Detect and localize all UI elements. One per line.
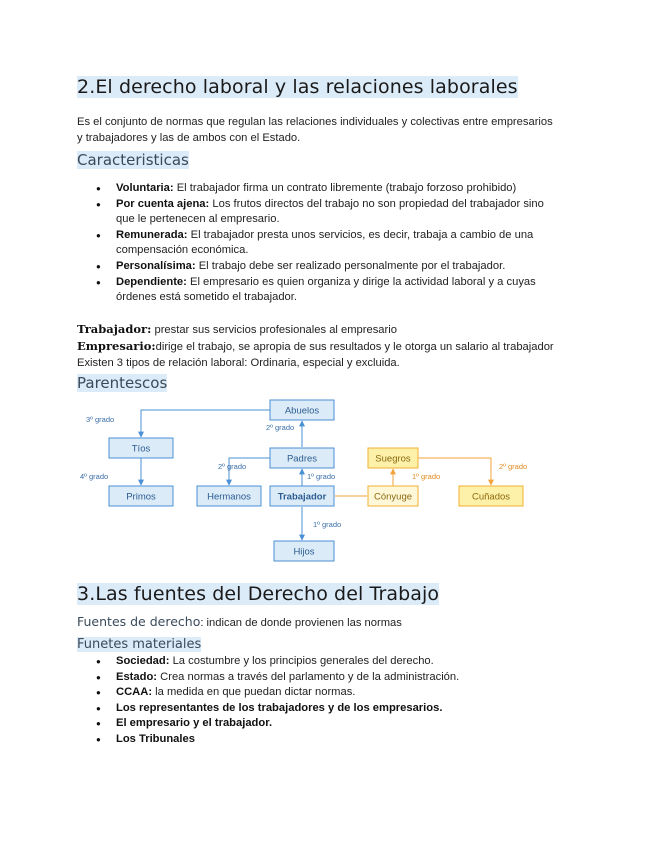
connector-abuelos-tios (141, 410, 270, 437)
node-hijos (274, 541, 334, 561)
node-padres (270, 448, 334, 468)
list-item-personalisima: ● Personalísima: El trabajo debe ser realizado personalmente por el trabajador. (96, 259, 566, 275)
list-item-remunerada: ● Remunerada: El trabajador presta unos servicios, es decir, trabaja a cambio de una compensación económica. (96, 228, 566, 259)
label-tios-grado: 3º grado (86, 415, 115, 424)
section-title-fuentes: 3.Las fuentes del Derecho del Trabajo (77, 583, 440, 605)
definition-trabajador: Trabajador: prestar sus servicios profesionales al empresario (77, 322, 397, 336)
svg-text:Cónyuge: Cónyuge (373, 491, 413, 503)
tipos-relacion-laboral: Existen 3 tipos de relación laboral: Ordinaria, especial y excluida. (77, 357, 400, 369)
node-conyuge (368, 486, 418, 506)
list-item-voluntaria: ● Voluntaria: El trabajador firma un contrato libremente (trabajo forzoso prohibido) (96, 181, 566, 197)
intro-line-1: Es el conjunto de normas que regulan las relaciones individuales y colectivas entre empresarios (77, 116, 553, 128)
label-hijos-grado: 1º grado (313, 520, 342, 529)
list-item-representantes: ● Los representantes de los trabajadores y de los empresarios. (96, 701, 566, 717)
label-cunados-grado: 2º grado (499, 462, 528, 471)
label-abuelos-grado: 2º grado (266, 423, 295, 432)
list-item-estado: ● Estado: Crea normas a través del parlamento y de la administración. (96, 670, 566, 686)
svg-text:Suegros: Suegros (375, 453, 411, 465)
node-primos (109, 486, 173, 506)
heading-caracteristicas: Caracteristicas (77, 151, 189, 169)
fuentes-text: : indican de donde provienen las normas (200, 617, 402, 629)
list-item-ccaa: ● CCAA: la medida en que puedan dictar normas. (96, 685, 566, 701)
fuentes-materiales-list (96, 654, 566, 748)
node-hermanos (197, 486, 261, 506)
section-title-derecho-laboral: 2.El derecho laboral y las relaciones laborales (77, 76, 518, 98)
svg-text:Primos: Primos (126, 491, 156, 503)
svg-text:Trabajador: Trabajador (277, 491, 327, 503)
list-item-por-cuenta-ajena: ● Por cuenta ajena: Los frutos directos del trabajo no son propiedad del trabajador sino que le pertenecen al empresario. (96, 197, 566, 228)
label-padres-grado: 1º grado (307, 472, 336, 481)
intro-line-2: y trabajadores y las de ambos con el Estado. (77, 132, 301, 144)
node-trabajador (270, 486, 334, 506)
label-hermanos-grado: 2º grado (218, 462, 247, 471)
list-item-empresario-trabajador: ● El empresario y el trabajador. (96, 716, 566, 732)
node-suegros (368, 448, 418, 468)
heading-fuentes-materiales: Funetes materiales (77, 637, 202, 652)
list-item-dependiente: ● Dependiente: El empresario es quien organiza y dirige la actividad laboral y a cuyas órdenes está sometido el trabajador. (96, 275, 566, 306)
label-primos-grado: 4º grado (80, 472, 109, 481)
list-item-sociedad: ● Sociedad: La costumbre y los principios generales del derecho. (96, 654, 566, 670)
heading-parentescos: Parentescos (77, 374, 168, 392)
node-tios (109, 438, 173, 458)
node-abuelos (270, 400, 334, 420)
svg-text:Hermanos: Hermanos (207, 491, 251, 503)
node-cunados (459, 486, 523, 506)
svg-text:Hijos: Hijos (293, 546, 315, 558)
svg-text:Padres: Padres (286, 453, 318, 465)
svg-text:Cuñados: Cuñados (471, 491, 511, 503)
list-item-tribunales: ● Los Tribunales (96, 732, 566, 748)
svg-text:Abuelos: Abuelos (284, 405, 320, 417)
definition-empresario: Empresario:dirige el trabajo, se apropia de sus resultados y le otorga un salario al trabajador (77, 339, 554, 353)
fuentes-de-derecho-line (77, 613, 402, 632)
fuentes-heading: Fuentes de derecho (77, 614, 201, 629)
svg-text:Tíos: Tíos (131, 443, 151, 455)
label-conyuge-grado: 1º grado (412, 472, 441, 481)
